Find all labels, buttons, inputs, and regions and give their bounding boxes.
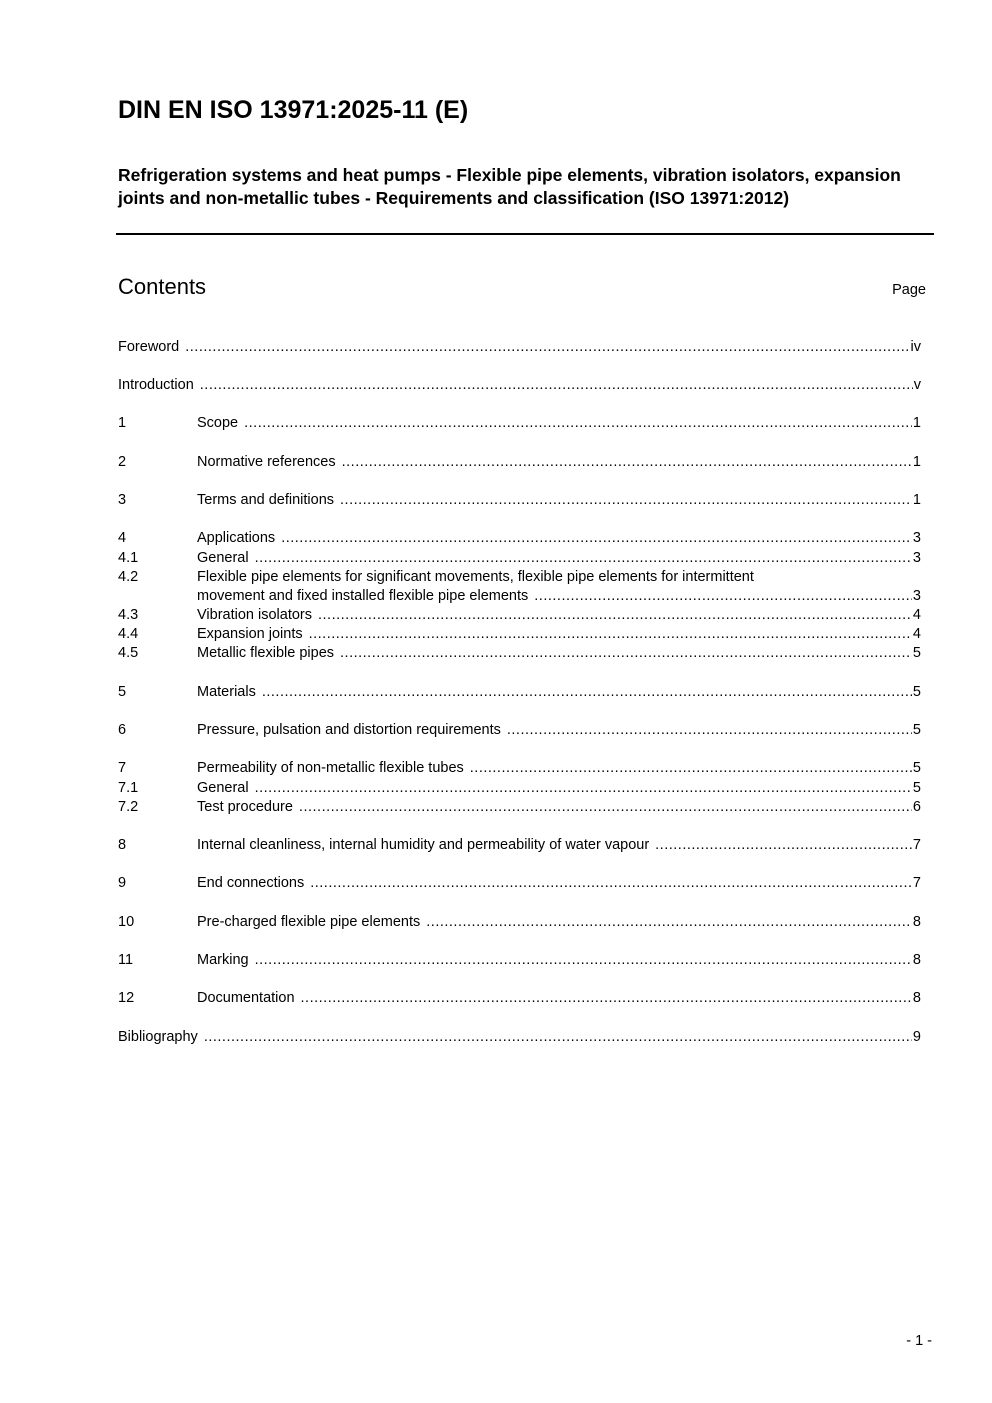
toc-entry-number: 4.1 [118, 550, 139, 566]
page-number: - 1 - [906, 1333, 932, 1349]
toc-entry-page: 8 [912, 914, 921, 930]
toc-dot-leader [299, 798, 912, 817]
toc-entry-4-3[interactable] [118, 606, 921, 625]
toc-entry-number: 7.2 [118, 799, 139, 815]
toc-entry-number: 9 [118, 875, 127, 891]
toc-entry-4-1[interactable] [118, 549, 921, 568]
toc-entry-page: 3 [912, 530, 921, 546]
toc-entry-foreword[interactable] [118, 338, 921, 357]
toc-entry-title: Bibliography [118, 1029, 198, 1045]
toc-entry-4-2[interactable] [118, 568, 921, 587]
toc-entry-page: 5 [912, 684, 921, 700]
toc-entry-number: 6 [118, 722, 127, 738]
toc-entry-number: 4.5 [118, 645, 139, 661]
toc-entry-4[interactable] [118, 529, 921, 548]
toc-entry-title: Applications [197, 530, 276, 546]
toc-entry-2[interactable] [118, 453, 921, 472]
toc-dot-leader [309, 625, 912, 644]
toc-entry-number: 12 [118, 990, 135, 1006]
toc-dot-leader [470, 759, 912, 778]
toc-entry-page: 5 [912, 645, 921, 661]
toc-entry-title: Test procedure [197, 799, 293, 815]
toc-entry-title: Documentation [197, 990, 295, 1006]
toc-dot-leader [301, 989, 912, 1008]
toc-entry-page: iv [910, 339, 921, 355]
toc-entry-page: 1 [912, 454, 921, 470]
toc-entry-page: 1 [912, 415, 921, 431]
toc-entry-page: 1 [912, 492, 921, 508]
toc-entry-number: 4.2 [118, 569, 139, 585]
toc-entry-8[interactable] [118, 836, 921, 855]
toc-entry-title: Terms and definitions [197, 492, 335, 508]
toc-entry-1[interactable] [118, 414, 921, 433]
toc-entry-7[interactable] [118, 759, 921, 778]
toc-entry-bibliography[interactable] [118, 1028, 921, 1047]
toc-entry-page: 4 [912, 607, 921, 623]
toc-entry-page: 4 [912, 626, 921, 642]
toc-entry-page: 5 [912, 760, 921, 776]
toc-entry-title: General [197, 780, 249, 796]
toc-entry-page: 5 [912, 722, 921, 738]
document-number: DIN EN ISO 13971:2025-11 (E) [118, 96, 469, 124]
toc-dot-leader [426, 913, 912, 932]
page-column-heading: Page [892, 282, 926, 298]
toc-entry-4-2-continuation[interactable] [197, 587, 921, 606]
toc-entry-11[interactable] [118, 951, 921, 970]
toc-entry-title: General [197, 550, 249, 566]
toc-entry-number: 10 [118, 914, 135, 930]
toc-entry-7-1[interactable] [118, 779, 921, 798]
toc-entry-page: 7 [912, 875, 921, 891]
toc-dot-leader [310, 874, 912, 893]
toc-dot-leader [200, 376, 913, 395]
toc-entry-4-4[interactable] [118, 625, 921, 644]
toc-entry-5[interactable] [118, 683, 921, 702]
toc-entry-page: 8 [912, 990, 921, 1006]
toc-entry-page: 9 [912, 1029, 921, 1045]
toc-entry-12[interactable] [118, 989, 921, 1008]
toc-entry-title: Foreword [118, 339, 180, 355]
toc-entry-title: Materials [197, 684, 256, 700]
toc-entry-number: 11 [118, 952, 134, 968]
toc-entry-title-continuation: movement and fixed installed flexible pipe elements [197, 588, 529, 604]
toc-entry-number: 4 [118, 530, 127, 546]
toc-entry-title: Vibration isolators [197, 607, 312, 623]
toc-entry-page: v [913, 377, 921, 393]
toc-dot-leader [340, 644, 912, 663]
title-rule [116, 233, 934, 235]
toc-entry-title: End connections [197, 875, 305, 891]
toc-entry-4-5[interactable] [118, 644, 921, 663]
toc-entry-title: Internal cleanliness, internal humidity and permeability of water vapour [197, 837, 650, 853]
toc-entry-title: Flexible pipe elements for significant movements, flexible pipe elements for intermittent [197, 569, 754, 585]
toc-entry-title: Pressure, pulsation and distortion requirements [197, 722, 501, 738]
toc-entry-title: Introduction [118, 377, 194, 393]
toc-dot-leader [255, 549, 912, 568]
toc-entry-introduction[interactable] [118, 376, 921, 395]
toc-dot-leader [255, 951, 912, 970]
toc-entry-page: 3 [912, 588, 921, 604]
toc-entry-number: 1 [118, 415, 127, 431]
toc-entry-page: 3 [912, 550, 921, 566]
toc-entry-page: 8 [912, 952, 921, 968]
toc-entry-title: Pre-charged flexible pipe elements [197, 914, 421, 930]
toc-entry-10[interactable] [118, 913, 921, 932]
toc-entry-title: Marking [197, 952, 249, 968]
toc-entry-page: 5 [912, 780, 921, 796]
toc-dot-leader [262, 683, 912, 702]
toc-dot-leader [255, 779, 912, 798]
toc-entry-number: 3 [118, 492, 127, 508]
toc-dot-leader [318, 606, 912, 625]
toc-entry-3[interactable] [118, 491, 921, 510]
toc-entry-9[interactable] [118, 874, 921, 893]
toc-entry-number: 4.3 [118, 607, 139, 623]
toc-entry-6[interactable] [118, 721, 921, 740]
toc-dot-leader [507, 721, 912, 740]
toc-entry-number: 2 [118, 454, 127, 470]
toc-entry-title: Scope [197, 415, 239, 431]
toc-entry-title: Expansion joints [197, 626, 303, 642]
toc-entry-number: 8 [118, 837, 127, 853]
toc-dot-leader [340, 491, 912, 510]
toc-entry-page: 7 [912, 837, 921, 853]
toc-entry-title: Normative references [197, 454, 336, 470]
toc-entry-number: 5 [118, 684, 127, 700]
toc-dot-leader [281, 529, 912, 548]
toc-entry-number: 7 [118, 760, 127, 776]
toc-dot-leader [342, 453, 912, 472]
toc-entry-number: 4.4 [118, 626, 139, 642]
toc-dot-leader [185, 338, 909, 357]
toc-dot-leader [534, 587, 912, 606]
toc-entry-title: Metallic flexible pipes [197, 645, 335, 661]
toc-dot-leader [244, 414, 912, 433]
toc-dot-leader [204, 1028, 912, 1047]
toc-entry-number: 7.1 [118, 780, 139, 796]
toc-dot-leader [655, 836, 912, 855]
document-title: Refrigeration systems and heat pumps - Flexible pipe elements, vibration isolators, expansion joints and non-metallic tubes - Requirements and classification (ISO 13971:2012) [118, 165, 901, 208]
toc-entry-title: Permeability of non-metallic flexible tubes [197, 760, 464, 776]
contents-heading: Contents [118, 274, 207, 299]
toc-entry-page: 6 [912, 799, 921, 815]
toc-entry-7-2[interactable] [118, 798, 921, 817]
